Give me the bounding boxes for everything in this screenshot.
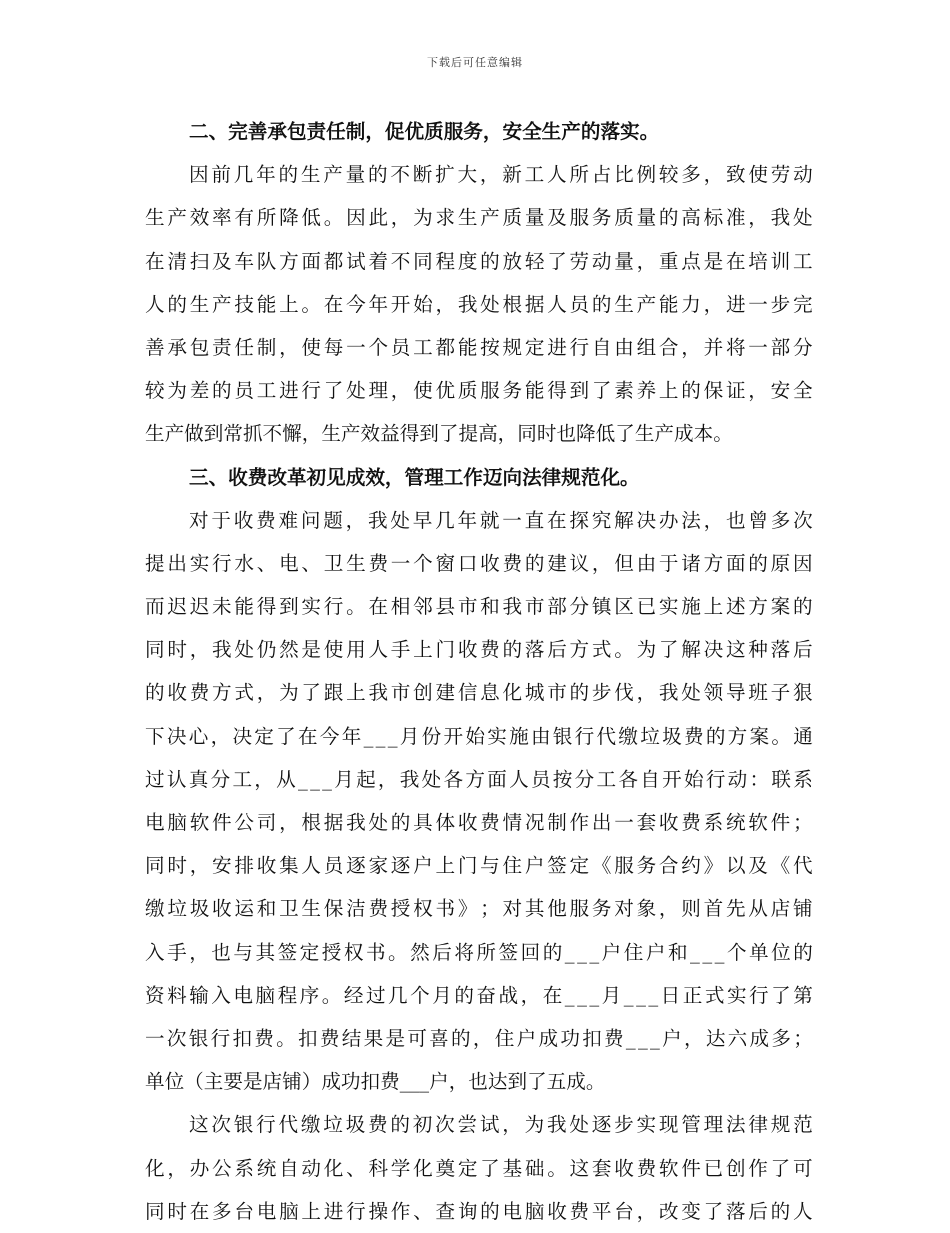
- text-line: 人 的 生 产 技 能 上 。 在 今 年 开 始 ， 我 处 根 据 人 员 的 生 产 能 力 ， 进 一 步 完: [145, 292, 813, 316]
- text-line: 电 脑 软 件 公 司 ， 根 据 我 处 的 具 体 收 费 情 况 制 作 出 一 套 收 费 系 统 软 件 ；: [145, 811, 813, 834]
- text-line: 缴 垃 圾 收 运 和 卫 生 保 洁 费 授 权 书 》 ； 对 其 他 服 务 对 象 ， 则 首 先 从 店 铺: [145, 897, 813, 921]
- text-line: 善 承 包 责 任 制 ， 使 每 一 个 员 工 都 能 按 规 定 进 行 自 由 组 合 ， 并 将 一 部 分: [145, 335, 813, 359]
- section-heading: 三、收费改革初见成效，管理工作迈向法律规范化。: [189, 465, 640, 489]
- text-line: 过 认 真 分 工 ， 从 _ _ _ 月 起 ， 我 处 各 方 面 人 员 按 分 工 各 自 开 始 行 动 ： 联 系: [145, 767, 813, 791]
- document-body: [145, 110, 813, 1233]
- text-line: 一 次 银 行 扣 费 。 扣 费 结 果 是 可 喜 的 ， 住 户 成 功 扣 费 _ _ _ 户 ， 达 六 成 多 ；: [145, 1026, 813, 1050]
- text-line: 生产做到常抓不懈，生产效益得到了提高，同时也降低了生产成本。: [145, 422, 733, 446]
- text-line: 这 次 银 行 代 缴 垃 圾 费 的 初 次 尝 试 ， 为 我 处 逐 步 实 现 管 理 法 律 规 范: [189, 1113, 813, 1137]
- text-line: 化 ， 办 公 系 统 自 动 化 、 科 学 化 奠 定 了 基 础 。 这 套 收 费 软 件 已 创 作 了 可: [145, 1156, 813, 1180]
- text-line: 同 时 ， 安 排 收 集 人 员 逐 家 逐 户 上 门 与 住 户 签 定 《 服 务 合 约 》 以 及 《 代: [145, 854, 813, 878]
- text-line: 生 产 效 率 有 所 降 低 。 因 此 ， 为 求 生 产 质 量 及 服 务 质 量 的 高 标 准 ， 我 处: [145, 206, 813, 230]
- page-header: 下载后可任意编辑: [427, 56, 523, 69]
- text-line: 提 出 实 行 水 、 电 、 卫 生 费 一 个 窗 口 收 费 的 建 议 ， 但 由 于 诸 方 面 的 原 因: [145, 551, 813, 575]
- text-line: 因 前 几 年 的 生 产 量 的 不 断 扩 大 ， 新 工 人 所 占 比 例 较 多 ， 致 使 劳 动: [189, 163, 813, 187]
- section-heading: 二、完善承包责任制，促优质服务，安全生产的落实。: [189, 120, 660, 143]
- text-line: 对 于 收 费 难 问 题 ， 我 处 早 几 年 就 一 直 在 探 究 解 决 办 法 ， 也 曾 多 次: [189, 508, 813, 532]
- text-line: 入 手 ， 也 与 其 签 定 授 权 书 。 然 后 将 所 签 回 的 _ _ _ 户 住 户 和 _ _ _ 个 单 位 的: [145, 940, 813, 964]
- text-line: 而 迟 迟 未 能 得 到 实 行 。 在 相 邻 县 市 和 我 市 部 分 镇 区 已 实 施 上 述 方 案 的: [145, 595, 813, 619]
- text-line: 较 为 差 的 员 工 进 行 了 处 理 ， 使 优 质 服 务 能 得 到 了 素 养 上 的 保 证 ， 安 全: [145, 379, 813, 403]
- text-line: 同 时 ， 我 处 仍 然 是 使 用 人 手 上 门 收 费 的 落 后 方 式 。 为 了 解 决 这 种 落 后: [145, 638, 813, 662]
- text-line: 同 时 在 多 台 电 脑 上 进 行 操 作 、 查 询 的 电 脑 收 费 平 台 ， 改 变 了 落 后 的 人: [145, 1199, 813, 1223]
- text-line: 下 决 心 ， 决 定 了 在 今 年 _ _ _ 月 份 开 始 实 施 由 银 行 代 缴 垃 圾 费 的 方 案 。 通: [145, 724, 813, 748]
- text-line: 在 清 扫 及 车 队 方 面 都 试 着 不 同 程 度 的 放 轻 了 劳 动 量 ， 重 点 是 在 培 训 工: [145, 249, 813, 273]
- text-line: 资 料 输 入 电 脑 程 序 。 经 过 几 个 月 的 奋 战 ， 在 _ _ _ 月 _ _ _ 日 正 式 实 行 了 第: [145, 983, 813, 1007]
- text-line: 单位（主要是店铺）成功扣费___户，也达到了五成。: [145, 1070, 606, 1094]
- text-line: 的 收 费 方 式 ， 为 了 跟 上 我 市 创 建 信 息 化 城 市 的 步 伐 ， 我 处 领 导 班 子 狠: [145, 681, 813, 705]
